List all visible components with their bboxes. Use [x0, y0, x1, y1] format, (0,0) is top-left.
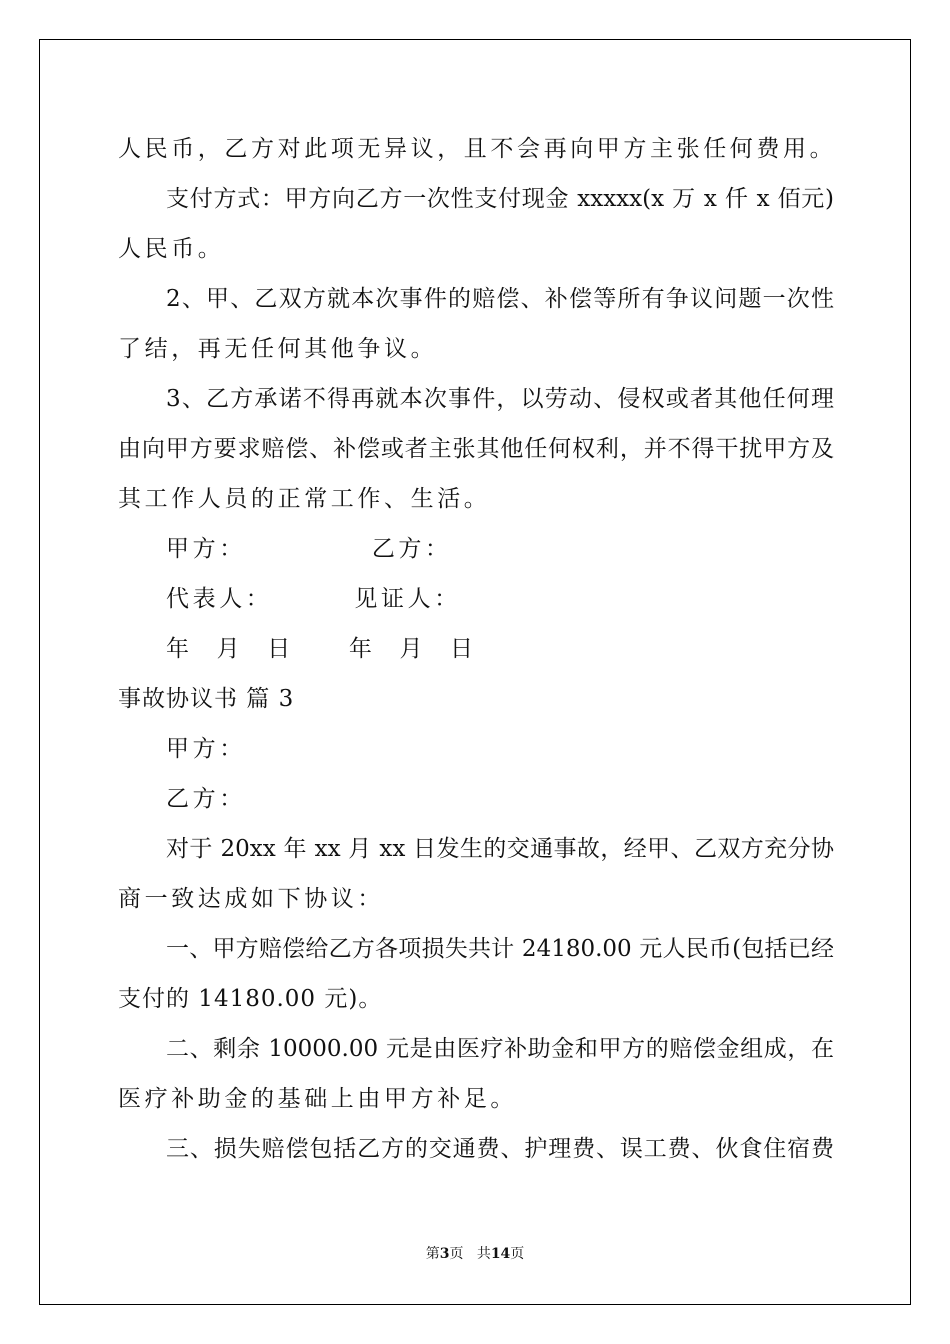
signature-row-dates: [166, 634, 477, 664]
paragraph-line: 2、甲、乙双方就本次事件的赔偿、补偿等所有争议问题一次性: [166, 286, 834, 312]
paragraph-line: 一、甲方赔偿给乙方各项损失共计 24180.00 元人民币(包括已经: [166, 936, 834, 962]
paragraph-line: 其工作人员的正常工作、生活。: [118, 486, 491, 512]
current-page-number: 3: [439, 1246, 450, 1262]
footer-prefix: 第: [425, 1246, 440, 1262]
paragraph-line: 由向甲方要求赔偿、补偿或者主张其他任何权利，并不得干扰甲方及: [118, 436, 834, 462]
section-heading: 事故协议书 篇 3: [118, 686, 295, 712]
paragraph-line: 三、损失赔偿包括乙方的交通费、护理费、误工费、伙食住宿费: [166, 1136, 834, 1162]
signature-row-parties: [166, 534, 452, 564]
paragraph-line: 支付方式：甲方向乙方一次性支付现金 xxxxx(x 万 x 仟 x 佰元): [166, 186, 834, 212]
party-a-line: 甲方：: [166, 736, 246, 762]
footer-total-prefix: 共: [476, 1246, 491, 1262]
date-month: 月: [399, 636, 427, 662]
page-border: [39, 39, 911, 1305]
party-b-line: 乙方：: [166, 786, 246, 812]
date-month: 月: [216, 636, 244, 662]
date-day: 日: [450, 636, 477, 662]
footer-total-suffix: 页: [510, 1246, 525, 1262]
total-page-number: 14: [490, 1246, 511, 1262]
paragraph-line: 商一致达成如下协议：: [118, 886, 384, 912]
representative-label: 代表人：: [166, 586, 273, 612]
paragraph-line: 支付的 14180.00 元)。: [118, 986, 383, 1012]
paragraph-line: 人民币。: [118, 236, 225, 262]
paragraph-line: 人民币，乙方对此项无异议，且不会再向甲方主张任何费用。: [118, 136, 837, 162]
page-footer: [0, 1243, 950, 1263]
party-b-label: 乙方：: [371, 536, 452, 562]
signature-row-representatives: [166, 584, 461, 614]
paragraph-line: 对于 20xx 年 xx 月 xx 日发生的交通事故，经甲、乙双方充分协: [166, 836, 834, 862]
witness-label: 见证人：: [354, 586, 461, 612]
party-a-label: 甲方：: [166, 536, 246, 562]
paragraph-line: 二、剩余 10000.00 元是由医疗补助金和甲方的赔偿金组成，在: [166, 1036, 834, 1062]
paragraph-line: 医疗补助金的基础上由甲方补足。: [118, 1086, 517, 1112]
date-year: 年: [166, 636, 193, 662]
date-day: 日: [267, 636, 294, 662]
date-year: 年: [348, 636, 376, 662]
paragraph-line: 3、乙方承诺不得再就本次事件，以劳动、侵权或者其他任何理: [166, 386, 834, 412]
paragraph-line: 了结，再无任何其他争议。: [118, 336, 438, 362]
footer-page-suffix: 页: [449, 1246, 464, 1262]
